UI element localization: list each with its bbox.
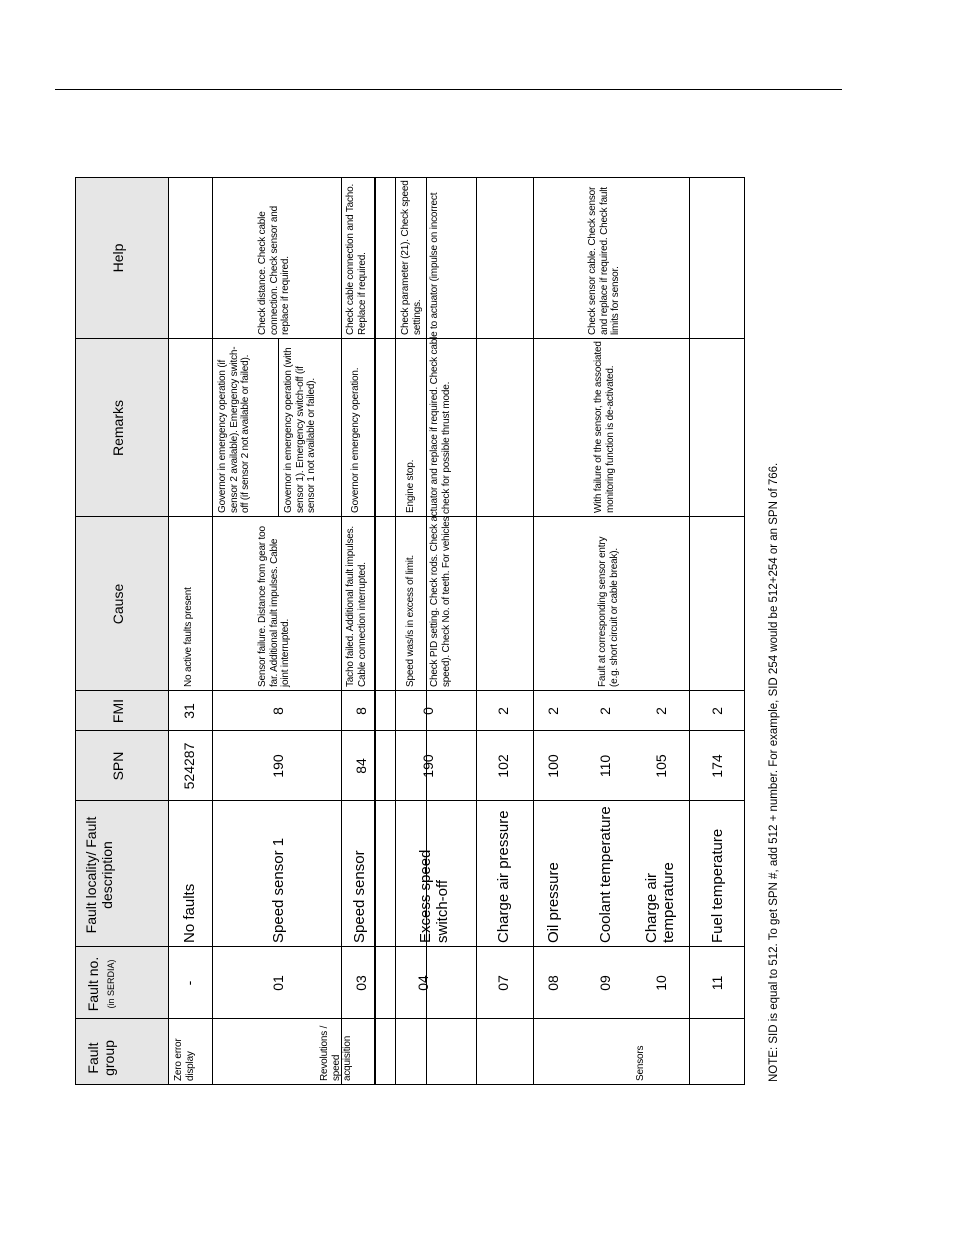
spn-03: 84 [353, 758, 369, 774]
help-04: Check parameter (21). Check speed settings. [400, 180, 423, 335]
spn-10: 105 [653, 754, 669, 778]
help-03: Check cable connection and Tacho. Replace if required. [345, 183, 368, 335]
spn-09: 110 [597, 754, 613, 778]
remarks-01-b: Governor in emergency operation (with sensor 1). Emergency switch-off (if sensor 1 not available or failed). [283, 347, 317, 513]
header-fault-no [85, 951, 117, 1017]
span-04-note: Check PID setting. Check rods. Check actuator and replace if required. Check cable to actuator (impulse on incorrect speed). Check No. of teeth. For vehicles check for possible thrust mode. [429, 192, 452, 687]
desc-07: Charge air pressure [495, 810, 512, 943]
spn-07: 102 [495, 754, 511, 778]
desc-11: Fuel temperature [709, 828, 726, 943]
col-divider-10 [689, 177, 690, 1085]
desc-04: Excess speed switch-off [417, 849, 452, 943]
cause-00: No active faults present [183, 587, 194, 687]
col-divider-03 [341, 177, 342, 1085]
col-divider-zero [212, 177, 213, 1085]
group-revolutions: Revolutions / speed acquisition [319, 1025, 353, 1081]
fault-no-01: 01 [270, 975, 286, 991]
remarks-04: Engine stop. [405, 459, 416, 513]
header-divider [168, 177, 169, 1085]
spn-01: 190 [270, 754, 286, 778]
sensors-help: Check sensor cable. Check sensor and replace if required. Check fault limits for sensor. [587, 186, 621, 335]
cause-03: Tacho failed. Additional fault impulses. Cable connection interrupted. [345, 526, 368, 687]
fault-no-08: 08 [545, 975, 561, 991]
footnote: NOTE: SID is equal to 512. To get SPN #, add 512 + number. For example, SID 254 would be 512+254 or an SPN of 766. [768, 462, 780, 1082]
fmi-00: 31 [181, 703, 197, 719]
remarks-01-a: Governor in emergency operation (if sensor 2 available). Emergency switch-off (if sensor 2 not available or failed). [217, 346, 251, 513]
fault-table [75, 177, 745, 1085]
spn-00: 524287 [181, 742, 197, 790]
desc-01: Speed sensor 1 [270, 837, 287, 943]
sensors-remarks: With failure of the sensor, the associated monitoring function is de-activated. [593, 341, 616, 513]
desc-08: Oil pressure [545, 862, 562, 943]
fault-no-04: 04 [415, 975, 431, 991]
header-fault-group: Fault group [85, 1040, 118, 1076]
fmi-11: 2 [709, 707, 725, 715]
fault-no-00: - [181, 980, 197, 986]
desc-00: No faults [181, 883, 198, 943]
header-fault-no-label: Fault no. [85, 956, 101, 1012]
fmi-01: 8 [270, 707, 286, 715]
fmi-07: 2 [495, 707, 511, 715]
cause-04: Speed was/is in excess of limit. [405, 555, 416, 687]
fmi-09: 2 [597, 707, 613, 715]
sensors-cause: Fault at corresponding sensor entry (e.g. short circuit or cable break). [597, 536, 620, 687]
fmi-08: 2 [545, 707, 561, 715]
header-cause: Cause [110, 583, 126, 625]
header-remarks: Remarks [110, 400, 126, 457]
header-rule [55, 89, 842, 90]
col-divider-09 [533, 177, 534, 1085]
fault-no-10: 10 [653, 975, 669, 991]
rotated-table-frame [75, 177, 745, 1085]
desc-09: Coolant temperature [597, 806, 614, 943]
fmi-10: 2 [653, 707, 669, 715]
header-fault-locality: Fault locality/ Fault description [83, 816, 116, 934]
header-help: Help [110, 243, 126, 273]
col-divider-rev [374, 177, 376, 1085]
group-sensors: Sensors [635, 1045, 646, 1081]
desc-10: Charge air temperature [643, 862, 678, 943]
spn-04: 190 [420, 754, 436, 778]
fmi-04: 0 [420, 707, 436, 715]
fmi-03: 8 [353, 707, 369, 715]
col-divider-04 [395, 177, 396, 1085]
col-divider-08 [476, 177, 477, 1085]
desc-03: Speed sensor [351, 850, 368, 943]
header-spn: SPN [110, 751, 126, 781]
fault-no-11: 11 [709, 975, 725, 991]
spn-08: 100 [545, 754, 561, 778]
fault-no-07: 07 [495, 975, 511, 991]
spn-11: 174 [709, 754, 725, 778]
remarks-03: Governor in emergency operation. [350, 367, 361, 513]
remarks-01-split [278, 339, 279, 517]
header-fmi: FMI [110, 698, 126, 724]
header-fault-no-sub: (in SERDIA) [106, 959, 117, 1009]
fault-no-09: 09 [597, 975, 613, 991]
fault-no-03: 03 [353, 975, 369, 991]
cause-01: Sensor failure. Distance from gear too far. Additional fault impulses. Cable joint interrupted. [257, 526, 291, 687]
row-04-span-divider [426, 177, 427, 691]
group-zero-error: Zero error display [173, 1038, 196, 1081]
help-01: Check distance. Check cable connection. Check sensor and replace if required. [257, 206, 291, 335]
